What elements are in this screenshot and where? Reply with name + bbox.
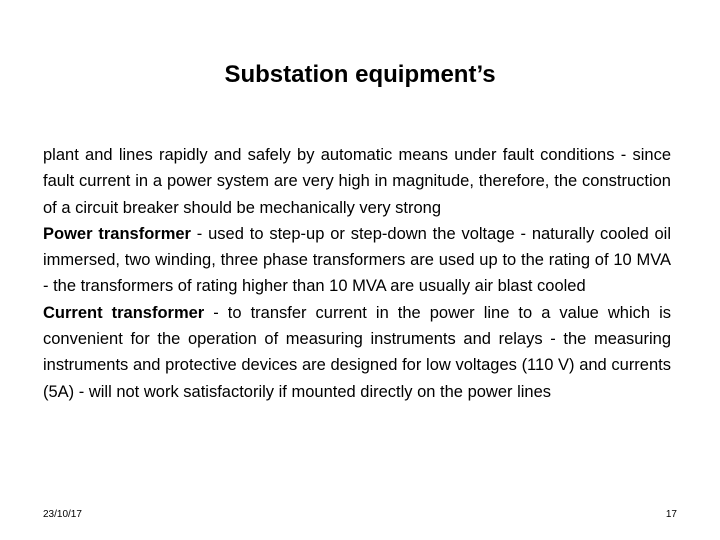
paragraph-text: - to transfer current in the power line to a value which is convenient for the operation of measuring instruments and relays - the measuring instruments and protective devices are designed for low voltages (110 V) and currents (5A) - will not work satisfactorily if mounted directly on the power lines xyxy=(43,303,671,401)
footer-page-number: 17 xyxy=(665,509,677,520)
paragraph-text: - used to step-up or step-down the voltage - naturally cooled oil immersed, two winding, three phase transformers are used up to the rating of 10 MVA - the transformers of rating higher than 10 MVA are usually air blast cooled xyxy=(43,224,671,296)
term-power-transformer: Power transformer xyxy=(43,224,191,243)
footer-date: 23/10/17 xyxy=(43,509,82,520)
paragraph-circuit-breaker xyxy=(43,142,671,221)
slide-title: Substation equipment’s xyxy=(224,61,496,88)
paragraph-text: plant and lines rapidly and safely by automatic means under fault conditions - since fault current in a power system are very high in magnitude, therefore, the construction of a circuit breaker should be mechanically very strong xyxy=(43,146,671,217)
paragraph-current-transformer xyxy=(43,300,671,405)
term-current-transformer: Current transformer xyxy=(43,303,205,322)
paragraph-power-transformer xyxy=(43,221,671,300)
slide-body xyxy=(43,142,671,405)
